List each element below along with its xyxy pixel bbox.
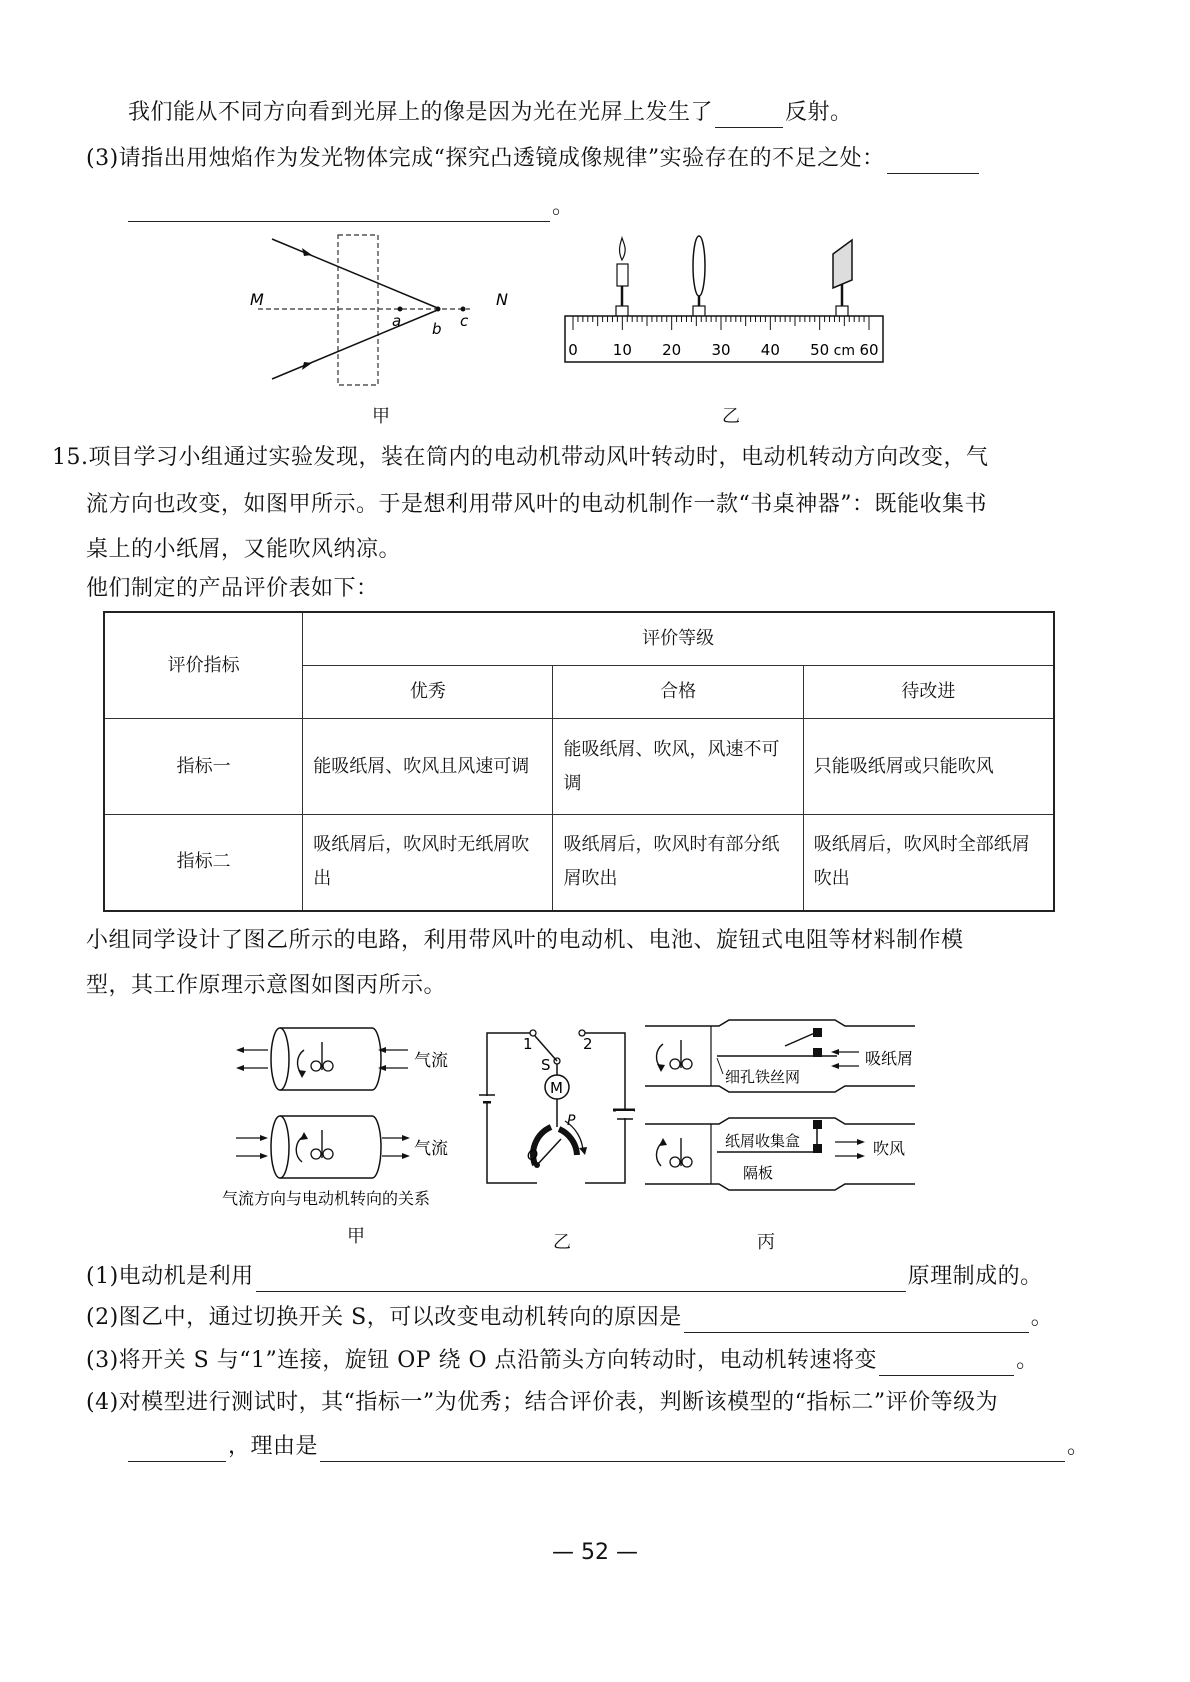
ruler-tick-label: 40 [760, 341, 780, 359]
flap-hinge [813, 1048, 822, 1057]
label-O: O [527, 1148, 539, 1164]
fan-icon [311, 1130, 333, 1159]
candle-body [617, 264, 628, 286]
table-cell: 能吸纸屑、吹风且风速可调 [303, 719, 553, 815]
flap-hinge [813, 1120, 822, 1129]
table-cell: 吸纸屑后，吹风时全部纸屑吹出 [803, 815, 1054, 911]
incident-ray-top [272, 239, 440, 309]
table-cell: 吸纸屑后，吹风时无纸屑吹出 [303, 815, 553, 911]
sub2-text: (2)图乙中，通过切换开关 S，可以改变电动机转向的原因是 [86, 1305, 682, 1330]
sub4-period: 。 [1067, 1434, 1090, 1459]
answer-blank-sub1[interactable] [256, 1267, 906, 1292]
point-a [398, 307, 403, 312]
table-cell: 吸纸屑后，吹风时有部分纸屑吹出 [553, 815, 803, 911]
q14-line1-text: 我们能从不同方向看到光屏上的像是因为光在光屏上发生了 [128, 100, 714, 125]
wire-right [585, 1033, 625, 1183]
table-row-name: 指标一 [104, 719, 303, 815]
tube-caption: 气流方向与电动机转向的关系 [222, 1189, 431, 1208]
air-label-top: 气流 [414, 1051, 448, 1071]
fan-icon [670, 1138, 692, 1167]
label-N: N [496, 290, 508, 309]
convex-lens [693, 236, 705, 296]
point-c [461, 307, 466, 312]
label-contact-2: 2 [583, 1035, 593, 1053]
light-screen [833, 240, 852, 288]
figure-circuit [475, 1025, 635, 1200]
sub1-text-a: (1)电动机是利用 [86, 1264, 254, 1289]
sub-question-2 [86, 1303, 1053, 1333]
answer-blank-sub2[interactable] [684, 1308, 1029, 1333]
ruler-tick-label: 20 [662, 341, 682, 359]
answer-blank-sub4-reason[interactable] [320, 1437, 1065, 1462]
fig-bottom-bing-label: 丙 [757, 1232, 775, 1253]
table-row-name: 指标二 [104, 815, 303, 911]
label-blow: 吹风 [873, 1139, 906, 1158]
sub3-text: (3)将开关 S 与“1”连接，旋钮 OP 绕 O 点沿箭头方向转动时，电动机转速将变 [86, 1348, 878, 1373]
air-label-bottom: 气流 [414, 1139, 448, 1159]
answer-blank-sub3[interactable] [879, 1351, 1014, 1376]
tube-top [236, 1028, 408, 1090]
figure-airflow-tubes [222, 1020, 492, 1220]
ruler-tick-label: 60 [859, 341, 879, 359]
sub-question-4-cont [126, 1432, 1090, 1462]
label-mesh: 细孔铁丝网 [725, 1068, 801, 1086]
label-contact-1: 1 [523, 1035, 533, 1053]
table-header-excellent: 优秀 [303, 666, 553, 719]
knob-OP[interactable] [537, 1139, 561, 1165]
point-b [436, 307, 441, 312]
ruler-tick-label: 30 [711, 341, 731, 359]
tube-bottom [236, 1116, 410, 1178]
ruler-tick-label: 0 [568, 341, 578, 359]
sub-question-1 [86, 1262, 1043, 1292]
fan-icon [670, 1040, 692, 1069]
incident-ray-bottom [272, 309, 440, 379]
label-M: M [250, 290, 264, 309]
table-row [104, 719, 1054, 815]
answer-blank-sub4-grade[interactable] [128, 1437, 226, 1462]
fig-bottom-jia-label: 甲 [347, 1226, 365, 1247]
q15-after-2: 型，其工作原理示意图如图丙所示。 [86, 973, 447, 998]
arrow-head-top [302, 248, 312, 256]
label-suck-paper: 吸纸屑 [865, 1049, 914, 1068]
q14-line3 [126, 192, 575, 222]
label-a: a [392, 312, 402, 330]
sub4-text-b: ，理由是 [228, 1434, 319, 1459]
answer-blank-q3-a[interactable] [887, 149, 979, 174]
q14-q3-text: (3)请指出用烛焰作为发光物体完成“探究凸透镜成像规律”实验存在的不足之处： [86, 146, 885, 171]
label-b: b [432, 320, 442, 338]
q15-intro-4: 他们制定的产品评价表如下： [86, 576, 379, 601]
q14-line2 [86, 144, 981, 174]
sub4-text: (4)对模型进行测试时，其“指标一”为优秀；结合评价表，判断该模型的“指标二”评价等级为 [86, 1390, 999, 1415]
label-c: c [460, 312, 469, 330]
sub3-period: 。 [1016, 1348, 1039, 1373]
fig-top-yi-label: 乙 [722, 406, 740, 427]
figure-optical-bench [555, 228, 905, 388]
candle-flame-icon [620, 238, 626, 260]
figure-light-rays [250, 225, 520, 400]
label-P: P [567, 1113, 576, 1129]
sub-question-4 [86, 1388, 998, 1418]
table-cell: 只能吸纸屑或只能吹风 [803, 719, 1054, 815]
label-motor-M: M [550, 1079, 563, 1097]
evaluation-table [103, 611, 1055, 912]
q14-line1-end: 反射。 [785, 100, 853, 125]
sub2-period: 。 [1030, 1305, 1054, 1330]
ruler-tick-label: 50 [810, 341, 830, 359]
page-number: — 52 — [552, 1540, 638, 1565]
q15-after-1: 小组同学设计了图乙所示的电路，利用带风叶的电动机、电池、旋钮式电阻等材料制作模 [86, 928, 964, 953]
table-header-row-1 [104, 612, 1054, 666]
label-switch-S: S [541, 1056, 551, 1074]
q14-line3-end: 。 [552, 194, 575, 219]
q15-intro-2: 流方向也改变，如图甲所示。于是想利用带风叶的电动机制作一款“书桌神器”：既能收集书 [86, 492, 987, 517]
table-header-indicator: 评价指标 [104, 612, 303, 719]
fan-icon [311, 1042, 333, 1071]
fig-top-jia-label: 甲 [372, 406, 390, 427]
fig-bottom-yi-label: 乙 [553, 1232, 571, 1253]
q15-intro-3: 桌上的小纸屑，又能吹风纳凉。 [86, 537, 402, 562]
dashed-lens-box [338, 235, 378, 385]
ruler-unit-label: cm [833, 343, 856, 359]
table-cell: 能吸纸屑、吹风，风速不可调 [553, 719, 803, 815]
arrow-head-bottom [302, 362, 312, 370]
figure-desk-device [645, 1018, 925, 1218]
q14-line1 [128, 98, 853, 128]
answer-blank-reflection[interactable] [715, 103, 783, 128]
table-row [104, 815, 1054, 911]
label-baffle: 隔板 [743, 1164, 774, 1182]
sub1-text-b: 原理制成的。 [907, 1264, 1043, 1289]
sub-question-3 [86, 1346, 1039, 1376]
table-header-improve: 待改进 [803, 666, 1054, 719]
table-header-pass: 合格 [553, 666, 803, 719]
ruler-tick-label: 10 [612, 341, 632, 359]
answer-blank-q3-b[interactable] [128, 197, 550, 222]
q15-intro-1: 15.项目学习小组通过实验发现，装在筒内的电动机带动风叶转动时，电动机转动方向改变，气 [52, 445, 989, 470]
label-collection-box: 纸屑收集盒 [725, 1132, 801, 1150]
table-header-grade: 评价等级 [303, 612, 1054, 666]
